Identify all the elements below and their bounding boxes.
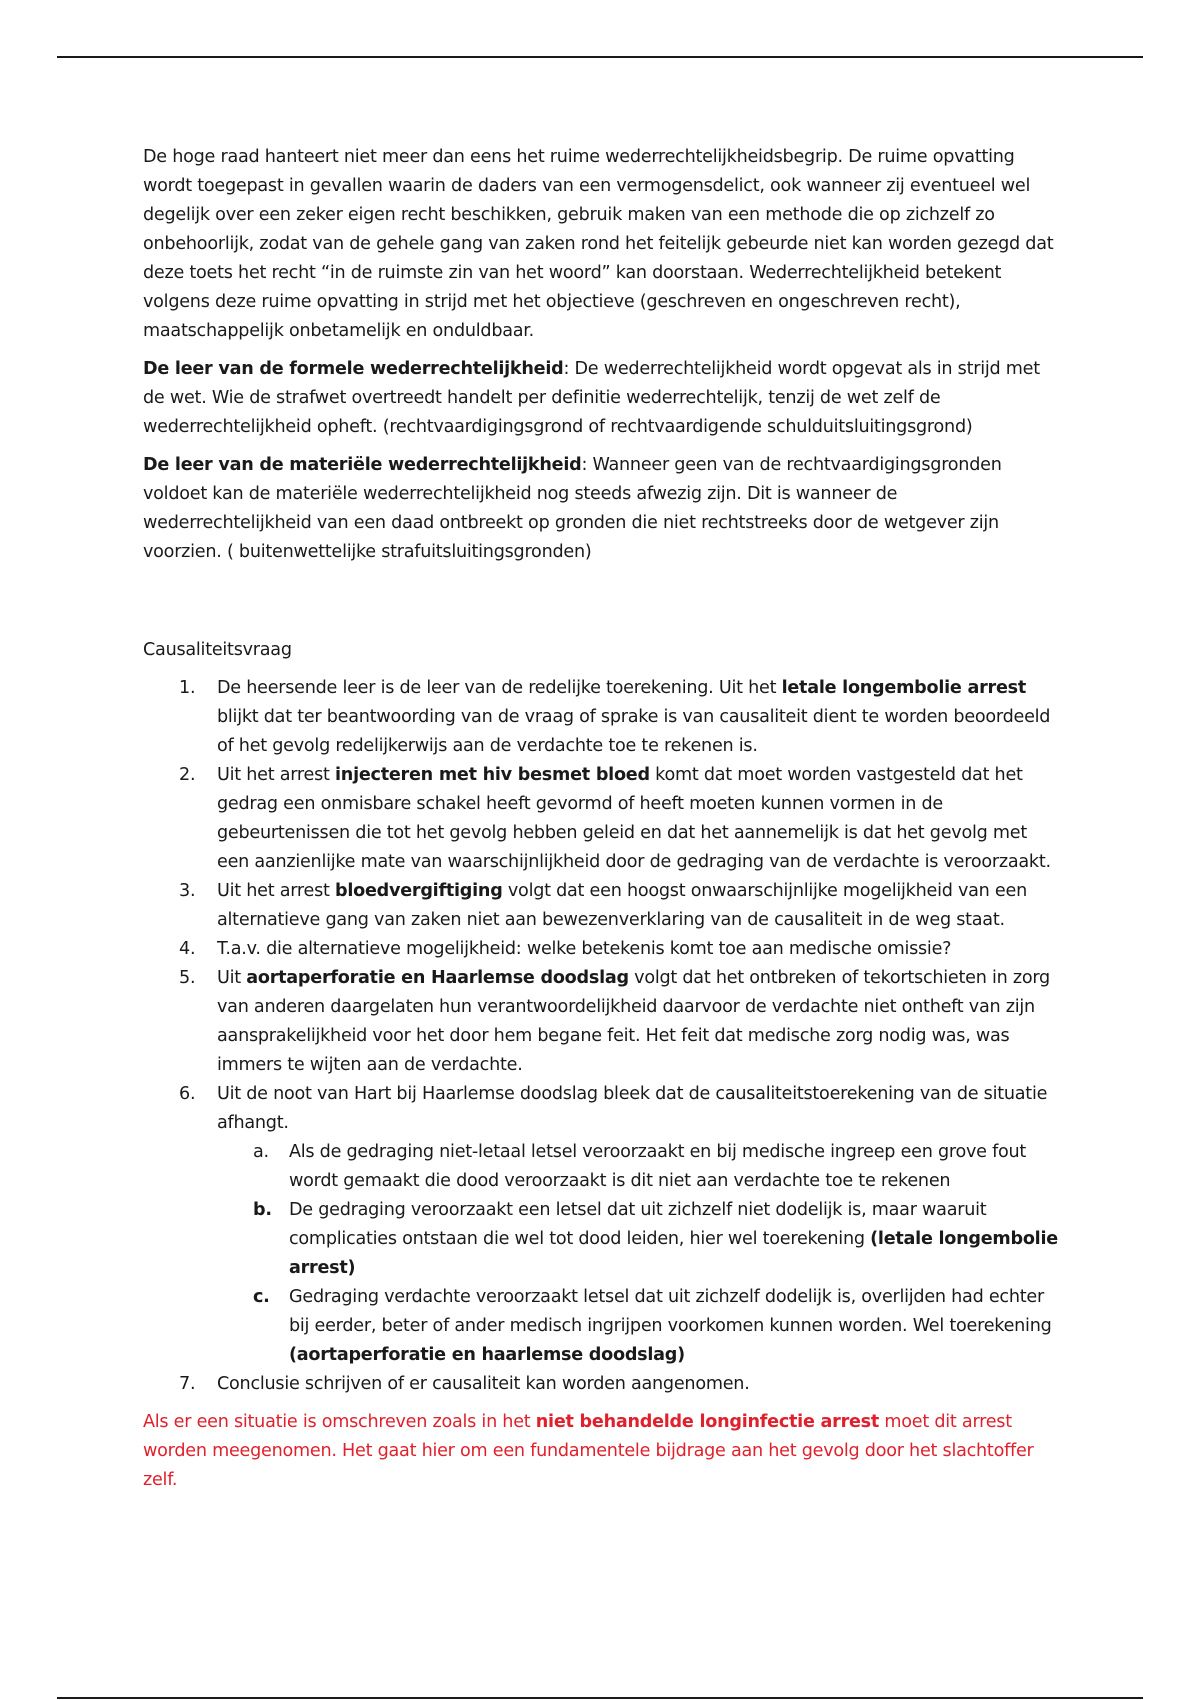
sub-letter: b. bbox=[253, 1200, 272, 1220]
list-number: 3. bbox=[179, 881, 196, 901]
sub-item-b bbox=[217, 1196, 1058, 1283]
sub-list bbox=[217, 1138, 1058, 1370]
case-name: aortaperforatie en Haarlemse doodslag bbox=[246, 968, 629, 988]
paragraph-text: : De wederrechtelijkheid wordt opgevat als in strijd met de wet. Wie de strafwet overtreedt handelt per definitie wederrechtelijk, tenzij de wet zelf de wederrechtelijkheid opheft. (rechtvaardigingsgrond of rechtvaardigende schulduitsluitingsgrond) bbox=[143, 359, 1040, 437]
term-materiele-wederrechtelijkheid: De leer van de materiële wederrechtelijkheid bbox=[143, 455, 582, 475]
list-text: T.a.v. die alternatieve mogelijkheid: welke betekenis komt toe aan medische omissie? bbox=[217, 939, 952, 959]
list-item-5 bbox=[143, 964, 1058, 1080]
case-name: bloedvergiftiging bbox=[335, 881, 503, 901]
paragraph-formele-wederrechtelijkheid bbox=[143, 355, 1058, 442]
list-item-7 bbox=[143, 1370, 1058, 1399]
section-heading: Causaliteitsvraag bbox=[143, 640, 292, 660]
list-text: Uit bbox=[217, 968, 247, 988]
list-text: De gedraging veroorzaakt een letsel dat uit zichzelf niet dodelijk is, maar waaruit complicaties ontstaan die wel tot dood leiden, hier wel toerekening bbox=[289, 1200, 987, 1249]
list-text: Conclusie schrijven of er causaliteit kan worden aangenomen. bbox=[217, 1374, 750, 1394]
paragraph-text: De hoge raad hanteert niet meer dan eens het ruime wederrechtelijkheidsbegrip. De ruime opvatting wordt toegepast in gevallen waarin de daders van een vermogensdelict, ook wanneer zij eventueel wel degelijk over een zeker eigen recht beschikken, gebruik maken van een methode die op zichzelf zo onbehoorlijk, zodat van de gehele gang van zaken rond het feitelijk gebeurde niet kan worden gezegd dat deze toets het recht “in de ruimste zin van het woord” kan doorstaan. Wederrechtelijkheid betekent volgens deze ruime opvatting in strijd met het objectieve (geschreven en ongeschreven recht), maatschappelijk onbetamelijk en onduldbaar. bbox=[143, 147, 1054, 341]
list-number: 1. bbox=[179, 678, 196, 698]
list-item-1 bbox=[143, 674, 1058, 761]
case-name: (aortaperforatie en haarlemse doodslag) bbox=[289, 1345, 685, 1365]
list-number: 6. bbox=[179, 1084, 196, 1104]
list-text: Uit de noot van Hart bij Haarlemse doodslag bleek dat de causaliteitstoerekening van de situatie afhangt. bbox=[217, 1084, 1048, 1133]
list-text: Uit het arrest bbox=[217, 881, 336, 901]
case-name: (letale longembolie arrest) bbox=[289, 1229, 1058, 1278]
document-body bbox=[143, 143, 1058, 1504]
list-number: 2. bbox=[179, 765, 196, 785]
case-name: niet behandelde longinfectie arrest bbox=[535, 1412, 880, 1432]
list-text: Gedraging verdachte veroorzaakt letsel dat uit zichzelf dodelijk is, overlijden had echter bij eerder, beter of ander medisch ingrijpen voorkomen kunnen worden. Wel toerekening bbox=[289, 1287, 1052, 1336]
list-text: volgt dat het ontbreken of tekortschieten in zorg van anderen daargelaten hun verantwoordelijkheid daarvoor de verdachte niet ontheft van zijn aansprakelijkheid voor het door hem begane feit. Het feit dat medische zorg nodig was, was immers te wijten aan de verdachte. bbox=[217, 968, 1050, 1075]
footer-rule bbox=[57, 1697, 1143, 1699]
list-item-3 bbox=[143, 877, 1058, 935]
list-text: volgt dat een hoogst onwaarschijnlijke mogelijkheid van een alternatieve gang van zaken niet aan bewezenverklaring van de causaliteit in de weg staat. bbox=[217, 881, 1027, 930]
list-text: komt dat moet worden vastgesteld dat het gedrag een onmisbare schakel heeft gevormd of heeft moeten kunnen vormen in de gebeurtenissen die tot het gevolg hebben geleid en dat het aannemelijk is dat het gevolg met een aanzienlijke mate van waarschijnlijkheid door de gedraging van de verdachte is veroorzaakt. bbox=[217, 765, 1051, 872]
list-text: Als de gedraging niet-letaal letsel veroorzaakt en bij medische ingreep een grove fout wordt gemaakt die dood veroorzaakt is dit niet aan verdachte toe te rekenen bbox=[289, 1142, 1027, 1191]
case-name: injecteren met hiv besmet bloed bbox=[335, 765, 650, 785]
sub-letter: a. bbox=[253, 1142, 269, 1162]
spacer bbox=[143, 576, 1058, 636]
note-text: moet dit arrest worden meegenomen. Het gaat hier om een fundamentele bijdrage aan het gevolg door het slachtoffer zelf. bbox=[143, 1412, 1034, 1490]
red-note bbox=[143, 1408, 1058, 1495]
list-number: 5. bbox=[179, 968, 196, 988]
list-item-2 bbox=[143, 761, 1058, 877]
case-name: letale longembolie arrest bbox=[781, 678, 1027, 698]
sub-letter: c. bbox=[253, 1287, 270, 1307]
list-item-4 bbox=[143, 935, 1058, 964]
list-number: 7. bbox=[179, 1374, 196, 1394]
list-text: De heersende leer is de leer van de redelijke toerekening. Uit het bbox=[217, 678, 782, 698]
list-text: Uit het arrest bbox=[217, 765, 336, 785]
paragraph-text: : Wanneer geen van de rechtvaardigingsgronden voldoet kan de materiële wederrechtelijkheid nog steeds afwezig zijn. Dit is wanneer de wederrechtelijkheid van een daad ontbreekt op gronden die niet rechtstreeks door de wetgever zijn voorzien. ( buitenwettelijke strafuitsluitingsgronden) bbox=[143, 455, 1002, 562]
list-number: 4. bbox=[179, 939, 196, 959]
paragraph-ruime-opvatting bbox=[143, 143, 1058, 346]
header-rule bbox=[57, 56, 1143, 58]
sub-item-c bbox=[217, 1283, 1058, 1370]
note-text: Als er een situatie is omschreven zoals in het bbox=[143, 1412, 536, 1432]
causaliteit-list bbox=[143, 674, 1058, 1399]
term-formele-wederrechtelijkheid: De leer van de formele wederrechtelijkheid bbox=[143, 359, 564, 379]
paragraph-materiele-wederrechtelijkheid bbox=[143, 451, 1058, 567]
sub-item-a bbox=[217, 1138, 1058, 1196]
list-text: blijkt dat ter beantwoording van de vraag of sprake is van causaliteit dient te worden beoordeeld of het gevolg redelijkerwijs aan de verdachte toe te rekenen is. bbox=[217, 707, 1051, 756]
list-item-6 bbox=[143, 1080, 1058, 1370]
